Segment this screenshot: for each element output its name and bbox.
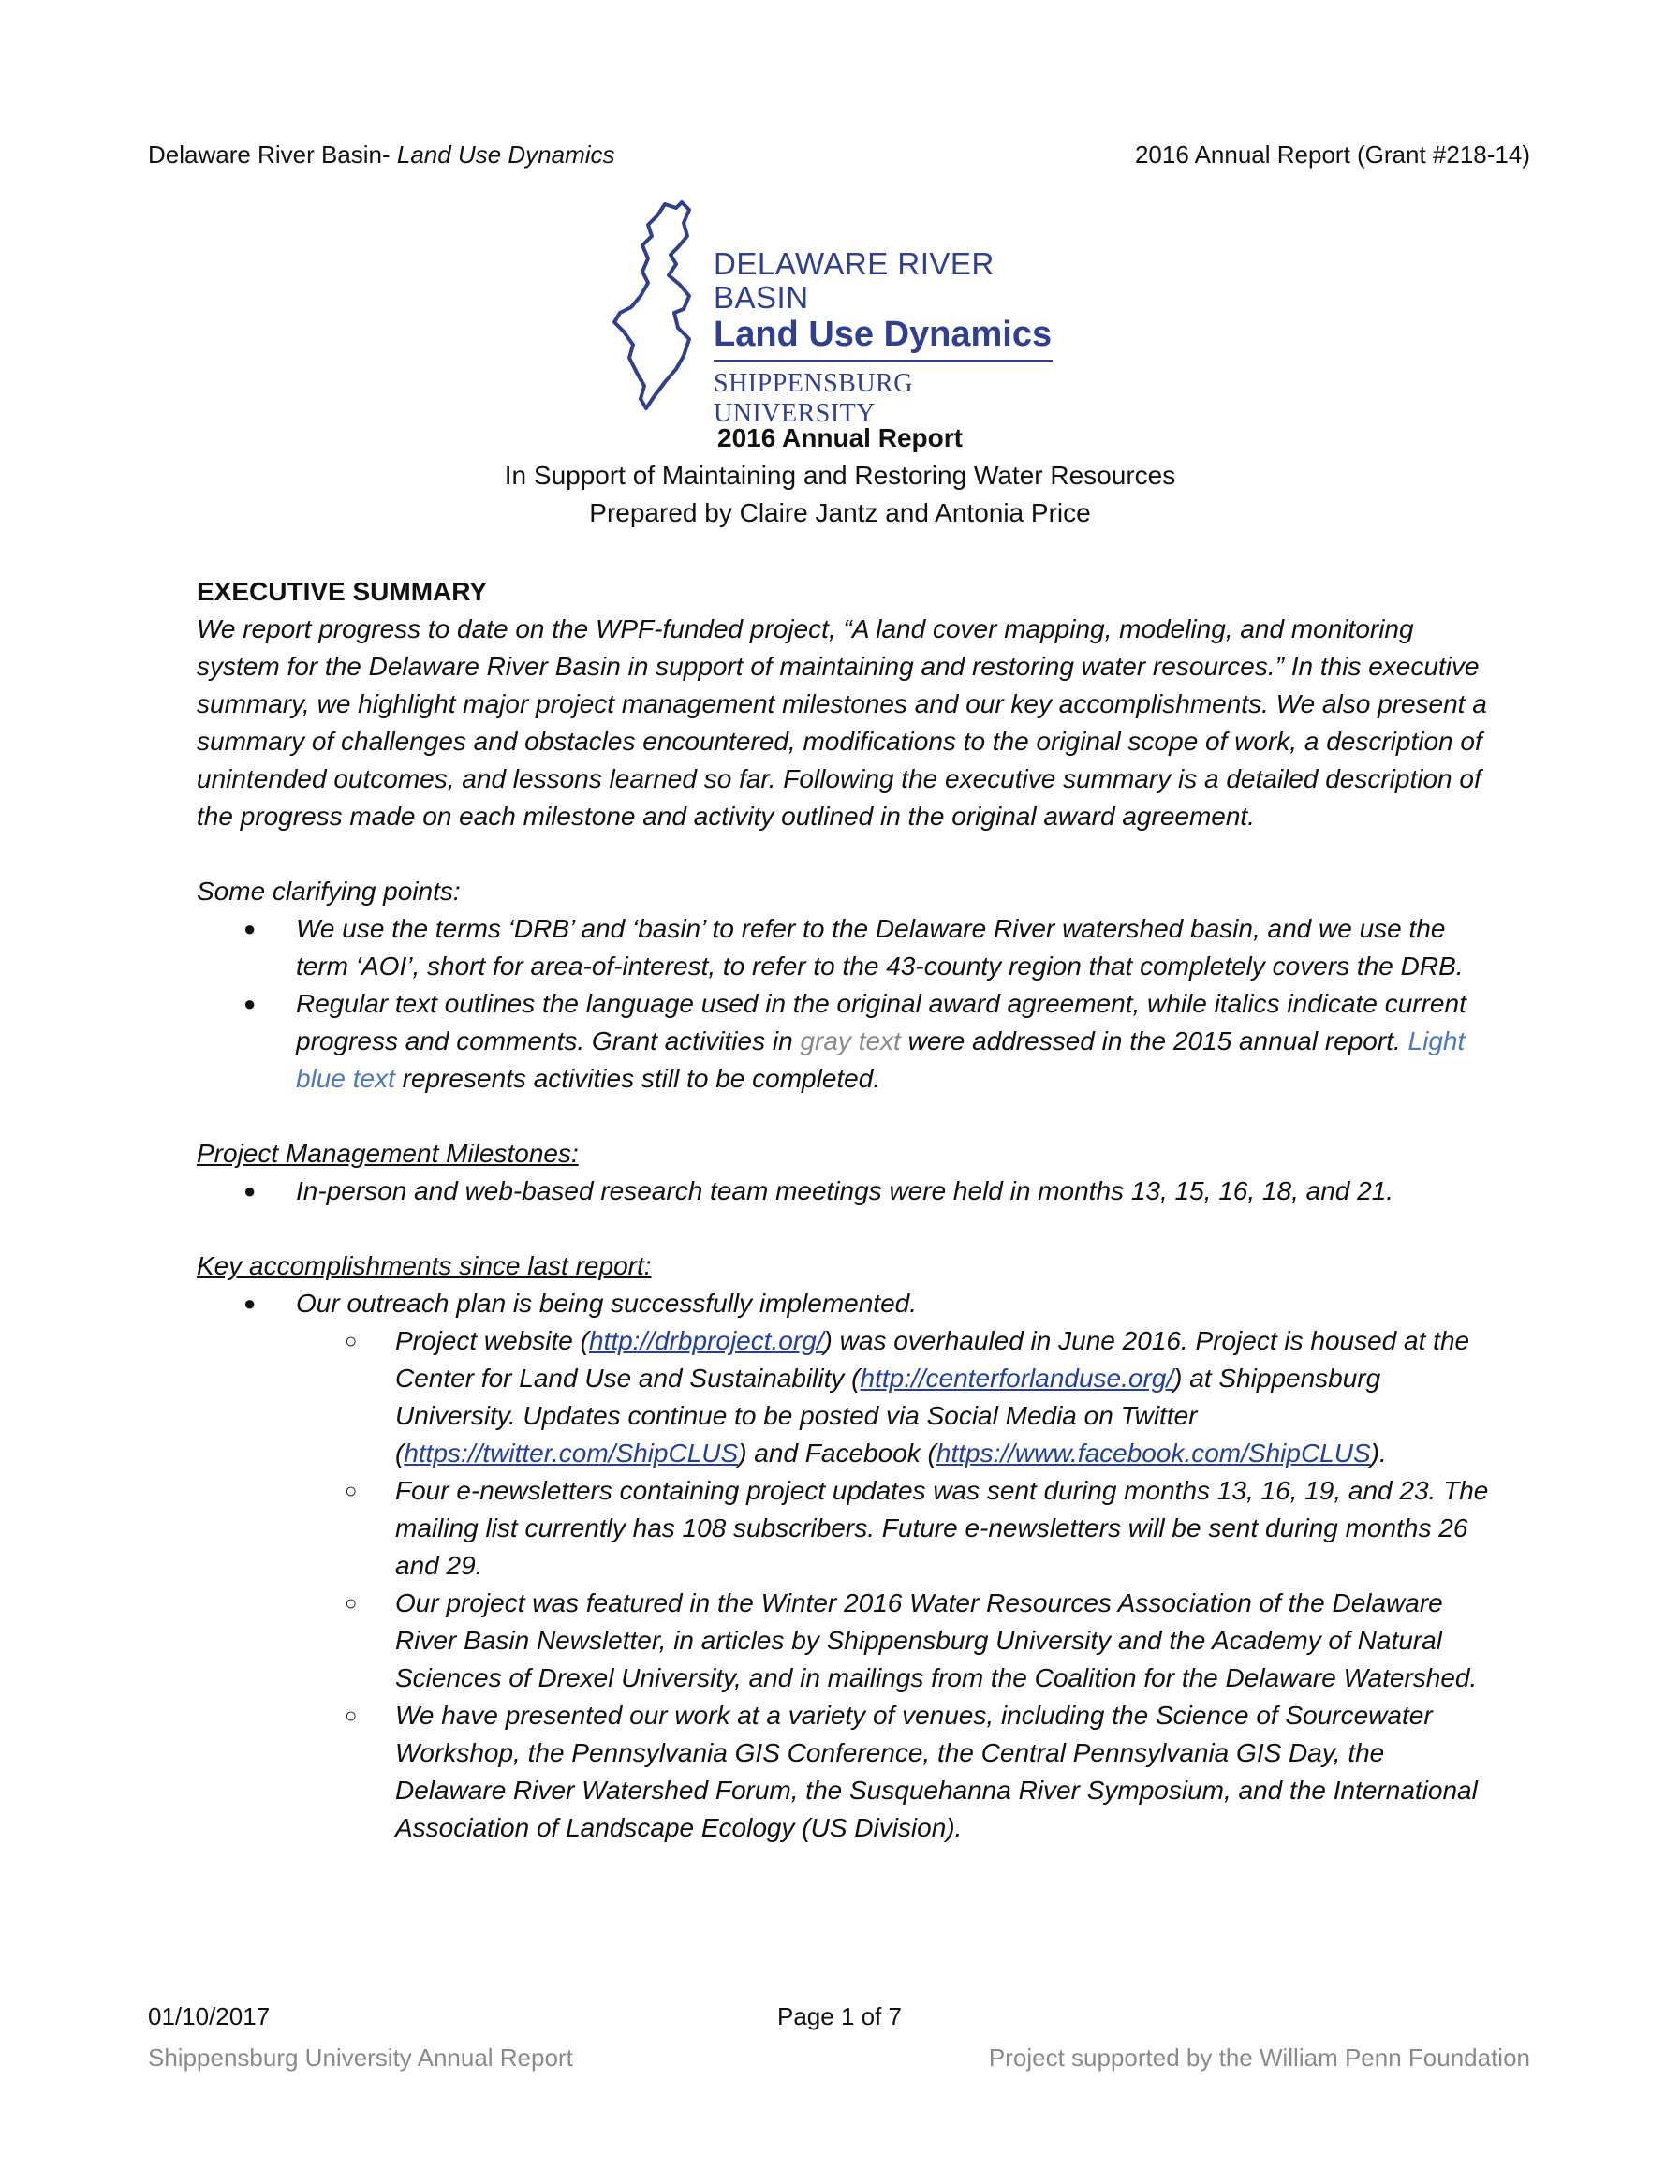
text-run: ) and Facebook ( <box>738 1439 936 1468</box>
list-item <box>395 1322 1498 1472</box>
header-left-plain: Delaware River Basin- <box>148 140 397 169</box>
report-title: 2016 Annual Report <box>717 423 963 452</box>
clarifying-heading: Some clarifying points: <box>197 877 461 906</box>
header-right: 2016 Annual Report (Grant #218-14) <box>1134 140 1530 169</box>
footer-date: 01/10/2017 <box>148 2002 271 2030</box>
list-item: ● In-person and web-based research team meetings were held in months 13, 15, 16, 18, and 21. <box>296 1173 1498 1210</box>
gray-text-sample: gray text <box>800 1026 901 1055</box>
footer-left: Shippensburg University Annual Report <box>148 2044 573 2072</box>
center-website-link[interactable]: http://centerforlanduse.org/ <box>860 1364 1174 1393</box>
list-item: ● We use the terms ‘DRB’ and ‘basin’ to refer to the Delaware River watershed basin, and we use the term ‘AOI’, short for area-of-interest, to refer to the 43-county region that completely covers the DRB. <box>296 910 1498 985</box>
exec-summary-heading: EXECUTIVE SUMMARY <box>197 577 488 606</box>
text-run: Regular text outlines the language used in the original award agreement, while italics indicate current progress and comments. Grant activities in <box>296 989 1466 1055</box>
logo-line-2: Land Use Dynamics <box>714 315 1053 354</box>
list-item <box>296 985 1498 1098</box>
accomplishments-list <box>197 1285 1498 1847</box>
main-content <box>197 573 1498 1847</box>
text-run: were addressed in the 2015 annual report. <box>900 1026 1408 1055</box>
basin-outline-icon <box>609 199 712 414</box>
header-left <box>148 140 615 170</box>
facebook-link[interactable]: https://www.facebook.com/ShipCLUS <box>936 1439 1371 1468</box>
accomplishments-heading: Key accomplishments since last report: <box>197 1251 652 1280</box>
text-run: ) was overhauled in June 2016. Project is housed at the Center for Land Use and Sustainability ( <box>395 1326 1470 1393</box>
title-block <box>0 420 1680 532</box>
exec-summary-paragraph: We report progress to date on the WPF-funded project, “A land cover mapping, modeling, and monitoring system for the Delaware River Basin in support of maintaining and restoring water resources.” In this executive summary, we highlight major project management milestones and our key accomplishments. We also present a summary of challenges and obstacles encountered, modifications to the original scope of work, a description of unintended outcomes, and lessons learned so far. Following the executive summary is a detailed description of the progress made on each milestone and activity outlined in the original award agreement. <box>197 614 1487 831</box>
report-subtitle: In Support of Maintaining and Restoring Water Resources <box>504 461 1176 490</box>
header-left-italic: Land Use Dynamics <box>396 140 615 169</box>
project-website-link[interactable]: http://drbproject.org/ <box>588 1326 824 1355</box>
twitter-link[interactable]: https://twitter.com/ShipCLUS <box>404 1439 739 1468</box>
text-run: Our outreach plan is being successfully implemented. <box>296 1289 918 1318</box>
milestones-heading: Project Management Milestones: <box>197 1139 579 1168</box>
clarifying-list <box>197 910 1498 1098</box>
list-item: ○ Our project was featured in the Winter 2016 Water Resources Association of the Delaware River Basin Newsletter, in articles by Shippensburg University and the Academy of Natural Sciences of Drexel University, and in mailings from the Coalition for the Delaware Watershed. <box>395 1585 1498 1697</box>
footer-right: Project supported by the William Penn Foundation <box>988 2044 1530 2072</box>
list-item: ○ Four e-newsletters containing project updates was sent during months 13, 16, 19, and 23. The mailing list currently has 108 subscribers. Future e-newsletters will be sent during months 26 and 29. <box>395 1472 1498 1585</box>
logo-line-1: DELAWARE RIVER BASIN <box>714 246 995 315</box>
logo-divider <box>714 360 1053 362</box>
logo <box>609 199 1077 428</box>
footer-page-number: Page 1 of 7 <box>777 2002 902 2030</box>
text-run: represents activities still to be completed. <box>394 1064 881 1093</box>
text-run: Project website ( <box>395 1326 589 1355</box>
list-item <box>296 1285 1498 1847</box>
list-item: ○ We have presented our work at a variety of venues, including the Science of Sourcewater Workshop, the Pennsylvania GIS Conference, the Central Pennsylvania GIS Day, the Delaware River Watershed Forum, the Susquehanna River Symposium, and the International Association of Landscape Ecology (US Division). <box>395 1697 1498 1847</box>
text-run: ) at Shippensburg University. Updates continue to be posted via Social Media on Twitter ( <box>395 1364 1381 1468</box>
milestones-list <box>197 1173 1498 1210</box>
accomplishments-sublist <box>296 1322 1498 1847</box>
text-run: ). <box>1370 1439 1387 1468</box>
logo-text <box>714 247 1077 429</box>
report-authors: Prepared by Claire Jantz and Antonia Price <box>589 498 1091 527</box>
light-blue-text-sample: Light blue text <box>296 1026 1466 1093</box>
logo-line-3: SHIPPENSBURG UNIVERSITY <box>714 369 913 428</box>
